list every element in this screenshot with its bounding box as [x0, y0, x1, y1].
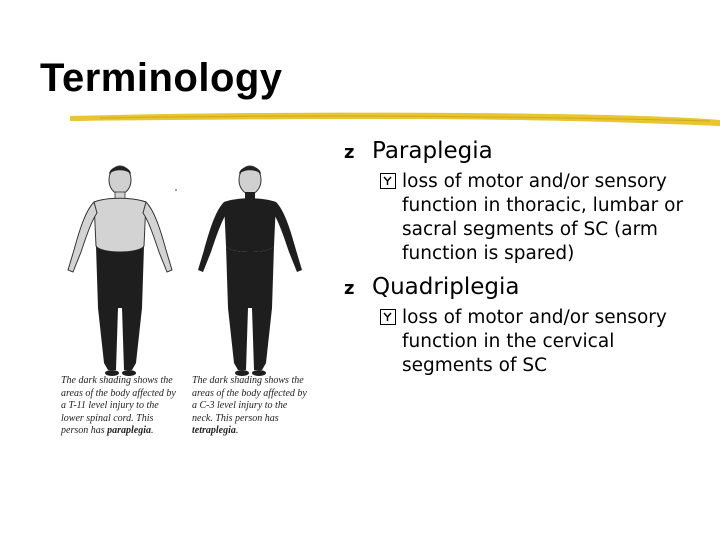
- tetraplegia-figure: [198, 166, 302, 376]
- caption-term: paraplegia: [107, 425, 152, 436]
- y-checkbox-bullet-icon: [380, 173, 396, 189]
- sub-bullet-text: loss of motor and/or sensory function in thoracic, lumbar or sacral segments of SC (arm function is spared): [402, 171, 684, 264]
- caption-term: tetraplegia: [192, 425, 236, 436]
- paraplegia-caption: The dark shading shows the areas of the body affected by a T-11 level injury to the lower spinal cord. This person has paraplegia.: [61, 375, 176, 436]
- bullet-heading: Paraplegia: [372, 138, 493, 164]
- bullet-list: [340, 136, 710, 384]
- sub-bullet-text: loss of motor and/or sensory function in the cervical segments of SC: [402, 307, 667, 376]
- caption-text: The dark shading shows the areas of the body affected by a T-11 level injury to the lower spinal cord. This person has: [61, 375, 176, 436]
- paraplegia-figure: [68, 166, 172, 376]
- y-checkbox-bullet-icon: [380, 309, 396, 325]
- sub-bullet-quadriplegia: [380, 306, 710, 378]
- bullet-heading: Quadriplegia: [372, 274, 520, 300]
- z-bullet-icon: z: [344, 142, 355, 163]
- z-bullet-icon: z: [344, 278, 355, 299]
- tetraplegia-caption: The dark shading shows the areas of the body affected by a C-3 level injury to the neck. This person has tetraplegia.: [192, 375, 307, 436]
- slide-title: Terminology: [40, 56, 283, 100]
- title-underline: [70, 104, 720, 134]
- bullet-quadriplegia: [340, 272, 710, 302]
- sub-bullet-paraplegia: [380, 170, 710, 266]
- bullet-paraplegia: [340, 136, 710, 166]
- caption-text: The dark shading shows the areas of the body affected by a C-3 level injury to the neck. This person has: [192, 375, 307, 424]
